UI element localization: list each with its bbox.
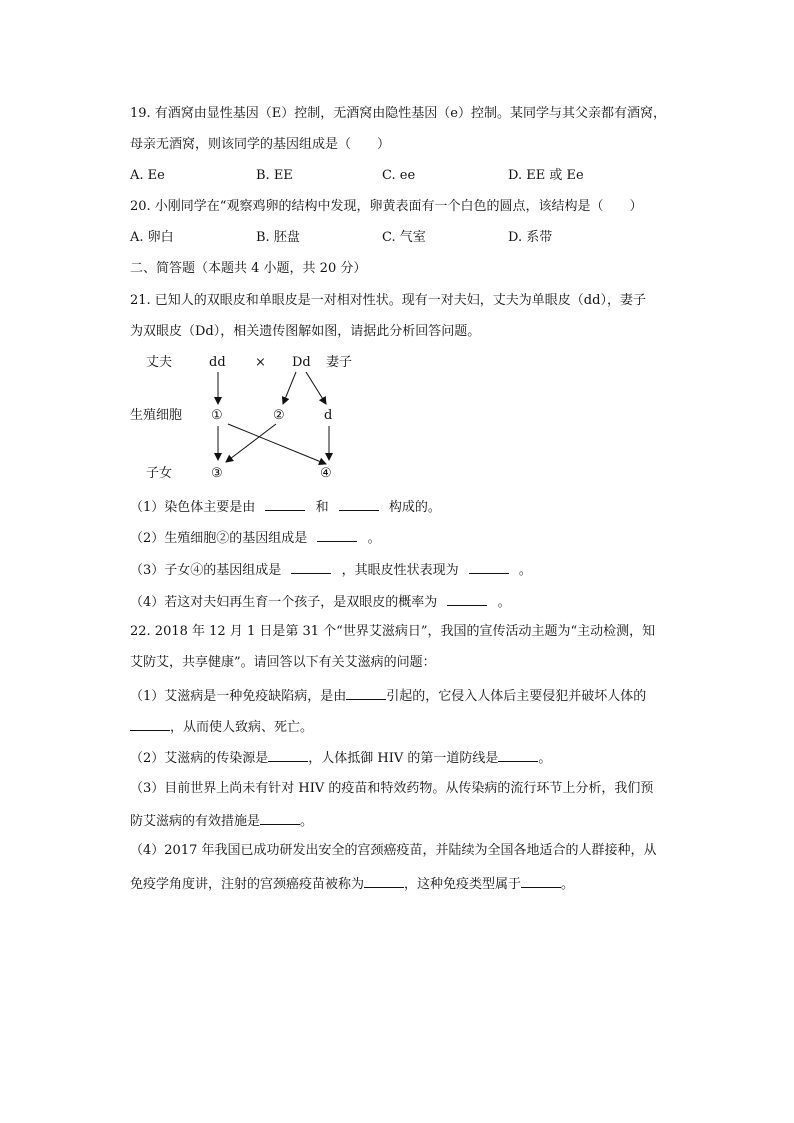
cross-symbol: × <box>255 355 266 370</box>
q21-sub4 <box>130 593 511 611</box>
section-heading: 二、简答题（本题共 4 小题，共 20 分） <box>130 261 367 276</box>
q20-stem: 20. 小刚同学在“观察鸡卵的结构中发现，卵黄表面有一个白色的圆点，该结构是（ ） <box>130 199 643 214</box>
q21-sub1-text-c: 构成的。 <box>388 500 441 515</box>
germ-cell-2: ② <box>273 408 285 423</box>
q22-sub3-line2 <box>130 812 313 830</box>
q21-sub3-text-c: 。 <box>518 563 532 578</box>
q21-sub3 <box>130 561 532 579</box>
q22-sub3-text-c: 。 <box>300 814 314 829</box>
q22-sub3-line1: （3）目前世界上尚未有针对 HIV 的疫苗和特效药物。从传染病的流行环节上分析，我们预 <box>130 781 654 796</box>
q22-sub2 <box>130 749 551 767</box>
q19-option-d: D. EE 或 Ee <box>508 168 584 183</box>
answer-blank[interactable] <box>498 749 538 762</box>
answer-blank[interactable] <box>339 498 379 511</box>
q21-sub1 <box>130 498 441 516</box>
germ-cell-1: ① <box>211 408 223 423</box>
label-husband: 丈夫 <box>146 355 173 370</box>
answer-blank[interactable] <box>265 498 305 511</box>
q22-sub1-text-b: 引起的，它侵入人体后主要侵犯并破坏人体的 <box>386 689 647 704</box>
q22-sub4-line2 <box>130 875 574 893</box>
answer-blank[interactable] <box>291 561 331 574</box>
q22-sub2-text-a: （2）艾滋病的传染源是 <box>130 751 269 766</box>
q21-sub2 <box>130 529 381 547</box>
q22-sub3-text-b: 防艾滋病的有效措施是 <box>130 814 261 829</box>
label-wife: 妻子 <box>326 355 353 370</box>
child-3: ③ <box>211 466 223 481</box>
label-children: 子女 <box>146 466 173 481</box>
label-germ-cells: 生殖细胞 <box>130 408 183 423</box>
q20-option-b: B. 胚盘 <box>256 230 300 245</box>
q21-stem-line2: 为双眼皮（Dd），相关遗传图解如图，请据此分析回答问题。 <box>130 324 481 339</box>
q22-sub1-line1 <box>130 687 646 705</box>
q21-sub1-text-b: 和 <box>315 500 329 515</box>
q21-sub2-text-a: （2）生殖细胞②的基因组成是 <box>130 531 308 546</box>
q19-option-a: A. Ee <box>130 168 165 183</box>
q19-stem-line1: 19. 有酒窝由显性基因（E）控制，无酒窝由隐性基因（e）控制。某同学与其父亲都有酒窝， <box>130 106 666 121</box>
genotype-husband: dd <box>209 355 226 370</box>
answer-blank[interactable] <box>260 812 300 825</box>
q21-sub4-text-b: 。 <box>497 595 511 610</box>
q22-stem-line2: 艾防艾，共享健康”。请回答以下有关艾滋病的问题： <box>130 655 436 670</box>
germ-cell-d: d <box>324 408 333 423</box>
q22-sub2-text-b: ，人体抵御 HIV 的第一道防线是 <box>308 751 499 766</box>
answer-blank[interactable] <box>364 875 404 888</box>
q21-sub4-text-a: （4）若这对夫妇再生育一个孩子，是双眼皮的概率为 <box>130 595 438 610</box>
genotype-wife: Dd <box>292 355 311 370</box>
answer-blank[interactable] <box>268 749 308 762</box>
q19-option-b: B. EE <box>256 168 293 183</box>
q22-sub1-line2 <box>130 718 313 736</box>
q21-sub2-text-b: 。 <box>367 531 381 546</box>
q22-sub4-text-b: 免疫学角度讲，注射的宫颈癌疫苗被称为 <box>130 877 365 892</box>
q19-option-c: C. ee <box>382 168 416 183</box>
answer-blank[interactable] <box>346 687 386 700</box>
child-4: ④ <box>320 466 332 481</box>
q21-stem-line1: 21. 已知人的双眼皮和单眼皮是一对相对性状。现有一对夫妇，丈夫为单眼皮（dd），妻子 <box>130 293 646 308</box>
q22-sub1-text-a: （1）艾滋病是一种免疫缺陷病，是由 <box>130 689 347 704</box>
answer-blank[interactable] <box>130 718 170 731</box>
q22-sub1-text-c: ，从而使人致病、死亡。 <box>170 720 314 735</box>
arrow-2-to-3 <box>226 424 276 462</box>
arrow-1-to-4 <box>228 424 326 464</box>
q21-sub1-text-a: （1）染色体主要是由 <box>130 500 256 515</box>
answer-blank[interactable] <box>469 561 509 574</box>
q21-sub3-text-b: ，其眼皮性状表现为 <box>341 563 459 578</box>
q20-option-a: A. 卵白 <box>130 230 174 245</box>
q22-sub4-text-d: 。 <box>561 877 575 892</box>
q22-stem-line1: 22. 2018 年 12 月 1 日是第 31 个“世界艾滋病日”，我国的宣传活动主题为“主动检测，知 <box>130 624 656 639</box>
arrow-Dd-to-d <box>306 372 326 404</box>
answer-blank[interactable] <box>521 875 561 888</box>
q20-option-d: D. 系带 <box>508 230 553 245</box>
q20-option-c: C. 气室 <box>382 230 426 245</box>
q22-sub2-text-c: 。 <box>538 751 552 766</box>
answer-blank[interactable] <box>447 593 487 606</box>
q19-stem-line2: 母亲无酒窝，则该同学的基因组成是（ ） <box>130 137 391 152</box>
q22-sub4-text-c: ，这种免疫类型属于 <box>404 877 522 892</box>
arrow-Dd-to-2 <box>283 372 296 404</box>
q21-sub3-text-a: （3）子女④的基因组成是 <box>130 563 282 578</box>
q22-sub4-line1: （4）2017 年我国已成功研发出安全的宫颈癌疫苗，并陆续为全国各地适合的人群接种，从 <box>130 843 657 858</box>
answer-blank[interactable] <box>317 529 357 542</box>
